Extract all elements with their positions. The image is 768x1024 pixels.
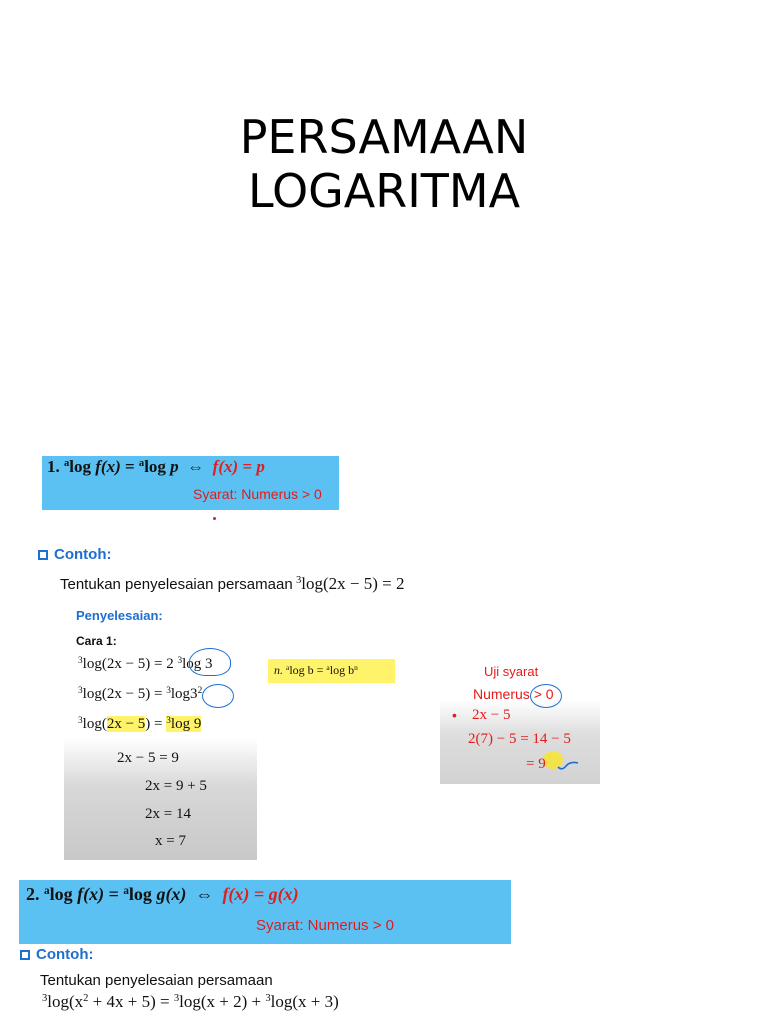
step-3 (78, 716, 201, 733)
algebra-1: 2x − 5 = 9 (117, 750, 179, 766)
step-2-base: 3 (78, 685, 83, 696)
note-a2: a (326, 662, 330, 672)
rule-2-base-a2: a (123, 884, 129, 897)
checkbox-square-icon (38, 550, 48, 560)
rule-1-base-a2: a (138, 458, 145, 470)
note-log1: log b = (289, 663, 327, 677)
rule-1-eq: = (124, 457, 135, 476)
rule-2-log2: log (128, 884, 152, 904)
rule-1-iff: ⇔ (187, 457, 205, 476)
step-3-pre: log( (82, 716, 107, 732)
uji-cond: > 0 (533, 686, 554, 702)
rule-2-log: log (49, 884, 73, 904)
step-1-lhs: log(2x − 5) = 2 (82, 656, 174, 672)
rule-2-syarat: Syarat: Numerus > 0 (256, 917, 394, 934)
rule-1-log2: log (144, 457, 166, 476)
contoh-2-text: Contoh: (36, 946, 94, 963)
note-a1: a (286, 662, 290, 672)
slide-title (0, 110, 768, 218)
eq-base: 3 (296, 575, 302, 587)
rule-2-eq: = (108, 884, 119, 904)
annotation-circle-3 (530, 684, 562, 708)
step-2-exp: 2 (197, 685, 203, 696)
contoh-1-equation (296, 574, 405, 594)
uji-line-2: 2(7) − 5 = 14 − 5 (468, 731, 571, 747)
note-log2: log b (329, 663, 355, 677)
rule-2-result: f(x) = g(x) (222, 884, 299, 904)
note-n: n. (274, 663, 283, 677)
c2-t2: log(x + 2) + (179, 992, 266, 1011)
rule-1-base-a: a (64, 458, 70, 470)
c2-t1: log(x (47, 992, 84, 1011)
step-1-base: 3 (78, 655, 83, 666)
step-3-rbase: 3 (166, 715, 171, 726)
checkbox-square-icon-2 (20, 950, 30, 960)
cara-label: Cara 1: (76, 634, 117, 648)
contoh-1-question (60, 576, 293, 593)
c2-t1b: + 4x + 5) = (88, 992, 174, 1011)
c2-e1: 2 (83, 993, 89, 1005)
rule-1-formula (47, 457, 265, 477)
c2-b2: 3 (173, 993, 180, 1005)
c2-b3: 3 (265, 993, 271, 1005)
step-1-rhs: log 3 (182, 656, 213, 672)
rule-1-p: p (170, 457, 179, 476)
red-dot (213, 517, 216, 520)
step-3-post: ) = (145, 716, 167, 732)
algebra-3: 2x = 14 (145, 806, 191, 822)
rule-1-log: log (69, 457, 91, 476)
eq-body: log(2x − 5) = 2 (301, 574, 405, 593)
rule-1-fx: f(x) (95, 457, 121, 476)
uji-bullet: • (452, 707, 457, 723)
step-3-base: 3 (78, 715, 83, 726)
algebra-2: 2x = 9 + 5 (145, 778, 207, 794)
step-2-lhs: log(2x − 5) = (82, 686, 167, 702)
annotation-circle-2 (202, 684, 234, 708)
step-3-rhs: log 9 (170, 716, 202, 732)
contoh-2-label (20, 946, 93, 963)
rule-1-number: 1. (47, 457, 60, 476)
note-exp: n (354, 662, 358, 672)
contoh-2-question: Tentukan penyelesaian persamaan (40, 972, 273, 989)
penyelesaian-label: Penyelesaian: (76, 608, 163, 623)
rule-2-iff: ⇔ (195, 884, 214, 904)
rule-2-gx: g(x) (156, 884, 187, 904)
property-note (274, 663, 358, 678)
uji-line-3: = 9 (526, 756, 546, 772)
c2-t3: log(x + 3) (270, 992, 339, 1011)
annotation-circle-1 (189, 648, 231, 676)
algebra-4: x = 7 (155, 833, 186, 849)
step-3-highlight: 2x − 5 (106, 716, 146, 732)
check-mark-icon (556, 758, 580, 772)
c2-b1: 3 (42, 993, 48, 1005)
contoh-1-question-text: Tentukan penyelesaian persamaan (60, 576, 293, 593)
title-line-1: PERSAMAAN (239, 110, 529, 164)
rule-1-syarat: Syarat: Numerus > 0 (193, 486, 322, 502)
step-2 (78, 686, 202, 703)
uji-numerus-text: Numerus (473, 686, 530, 702)
step-1-rbase: 3 (177, 655, 183, 666)
rule-1-result: f(x) = p (212, 457, 265, 476)
title-line-2: LOGARITMA (247, 164, 521, 218)
rule-2-base-a: a (44, 884, 50, 897)
contoh-1-text: Contoh: (54, 546, 112, 563)
uji-title: Uji syarat (484, 664, 539, 679)
contoh-2-equation (42, 992, 339, 1012)
rule-2-formula (26, 884, 299, 905)
step-2-rhs: log3 (170, 686, 198, 702)
uji-line-1: 2x − 5 (472, 707, 511, 723)
contoh-1-label (38, 546, 111, 563)
rule-2-number: 2. (26, 884, 40, 904)
rule-2-fx: f(x) (77, 884, 105, 904)
step-2-rbase: 3 (166, 685, 171, 696)
